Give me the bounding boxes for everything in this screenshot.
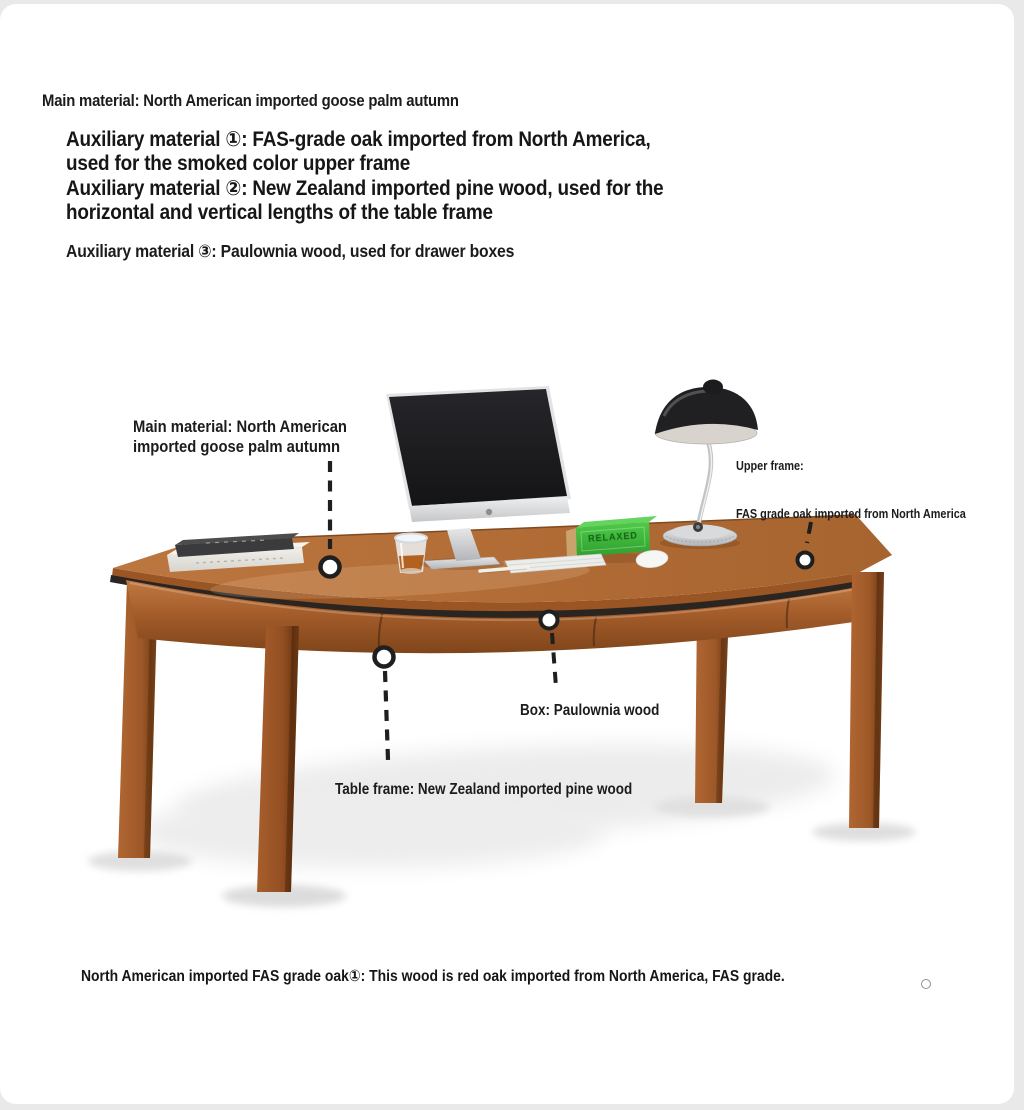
callout-ring-icon (321, 558, 340, 577)
callout-table-frame-label: Table frame: New Zealand imported pine wood (335, 781, 633, 798)
callout-ring-icon (798, 553, 813, 568)
callout-main-material-label (133, 417, 347, 456)
callout-main-material-marker (321, 461, 340, 577)
callout-ring-icon (541, 612, 558, 629)
aux-line-3: Auxiliary material ②: New Zealand imported pine wood, used for the (66, 176, 664, 200)
callout-box-label: Box: Paulownia wood (520, 702, 660, 719)
footer-note-text: North American imported FAS grade oak①: This wood is red oak imported from North America, FAS grade. (81, 968, 785, 985)
floor-shadow (88, 731, 916, 907)
callout-main-material-line1: Main material: North American (133, 417, 347, 436)
relaxed-box-label: RELAXED (587, 530, 639, 545)
callout-ring-icon (375, 648, 394, 667)
header-aux3-text: Auxiliary material ③: Paulownia wood, used for drawer boxes (66, 241, 515, 261)
callout-upper-frame-subtitle: FAS grade oak imported from North America (736, 507, 966, 521)
apple-logo-icon (486, 509, 492, 515)
water-glass (395, 534, 427, 575)
aux-line-2: used for the smoked color upper frame (66, 152, 411, 176)
header-main-material-text: Main material: North American imported goose palm autumn (42, 92, 459, 110)
aux-line-4: horizontal and vertical lengths of the table frame (66, 200, 493, 224)
callout-main-material-line2: imported goose palm autumn (133, 436, 341, 456)
callout-upper-frame-title: Upper frame: (736, 459, 804, 473)
aux-line-1: Auxiliary material ①: FAS-grade oak imported from North America, (66, 128, 651, 151)
corner-dot-icon (921, 979, 931, 989)
callout-table-frame-marker (375, 648, 394, 761)
desk-leg-front-right (849, 572, 884, 828)
header-aux-paragraph (66, 128, 663, 225)
